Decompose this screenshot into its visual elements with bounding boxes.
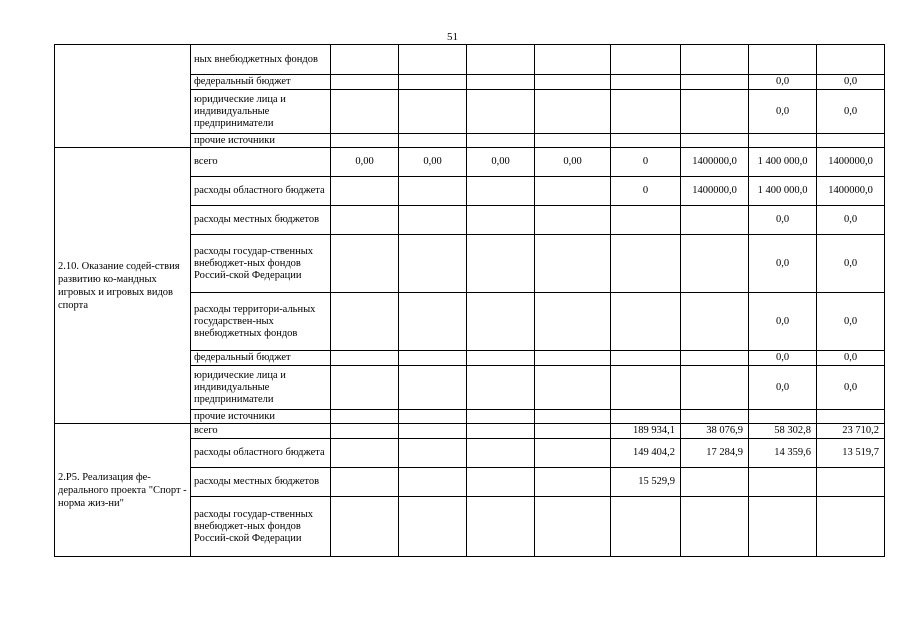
value-cell bbox=[535, 75, 611, 90]
value-cell bbox=[399, 497, 467, 557]
value-cell: 0,0 bbox=[749, 366, 817, 410]
value-cell: 0,0 bbox=[817, 206, 885, 235]
funding-source-cell: федеральный бюджет bbox=[191, 351, 331, 366]
table-row bbox=[55, 424, 885, 439]
funding-source-cell: расходы государ-ственных внебюджет-ных фондов Россий-ской Федерации bbox=[191, 497, 331, 557]
value-cell bbox=[749, 134, 817, 148]
value-cell: 14 359,6 bbox=[749, 439, 817, 468]
value-cell bbox=[535, 424, 611, 439]
funding-source-cell: юридические лица и индивидуальные предприниматели bbox=[191, 90, 331, 134]
value-cell bbox=[331, 75, 399, 90]
value-cell bbox=[399, 75, 467, 90]
value-cell bbox=[611, 206, 681, 235]
funding-source-cell: расходы территори-альных государствен-ных внебюджетных фондов bbox=[191, 293, 331, 351]
value-cell bbox=[399, 90, 467, 134]
value-cell bbox=[399, 177, 467, 206]
value-cell bbox=[467, 75, 535, 90]
value-cell bbox=[331, 293, 399, 351]
funding-source-cell: прочие источники bbox=[191, 410, 331, 424]
value-cell bbox=[611, 351, 681, 366]
value-cell bbox=[331, 497, 399, 557]
value-cell bbox=[681, 293, 749, 351]
value-cell: 0,0 bbox=[749, 351, 817, 366]
value-cell bbox=[467, 351, 535, 366]
value-cell bbox=[399, 366, 467, 410]
value-cell bbox=[611, 366, 681, 410]
value-cell bbox=[681, 366, 749, 410]
value-cell: 0 bbox=[611, 148, 681, 177]
value-cell bbox=[611, 497, 681, 557]
value-cell bbox=[399, 206, 467, 235]
value-cell bbox=[467, 206, 535, 235]
value-cell bbox=[681, 497, 749, 557]
table-row bbox=[55, 148, 885, 177]
table-row bbox=[55, 45, 885, 75]
value-cell bbox=[331, 351, 399, 366]
value-cell bbox=[681, 235, 749, 293]
value-cell bbox=[467, 235, 535, 293]
value-cell bbox=[399, 235, 467, 293]
value-cell bbox=[467, 293, 535, 351]
funding-source-cell: расходы областного бюджета bbox=[191, 177, 331, 206]
value-cell: 0 bbox=[611, 177, 681, 206]
value-cell: 0,0 bbox=[817, 90, 885, 134]
value-cell: 0,0 bbox=[817, 75, 885, 90]
value-cell bbox=[817, 497, 885, 557]
value-cell: 1400000,0 bbox=[681, 148, 749, 177]
value-cell: 1400000,0 bbox=[817, 148, 885, 177]
value-cell bbox=[331, 206, 399, 235]
value-cell: 0,0 bbox=[749, 90, 817, 134]
value-cell: 1400000,0 bbox=[681, 177, 749, 206]
value-cell bbox=[467, 439, 535, 468]
value-cell bbox=[467, 366, 535, 410]
value-cell: 149 404,2 bbox=[611, 439, 681, 468]
value-cell bbox=[331, 45, 399, 75]
value-cell bbox=[331, 134, 399, 148]
value-cell: 0,0 bbox=[749, 206, 817, 235]
value-cell bbox=[749, 410, 817, 424]
value-cell: 0,00 bbox=[467, 148, 535, 177]
value-cell bbox=[535, 410, 611, 424]
value-cell bbox=[611, 75, 681, 90]
value-cell bbox=[681, 134, 749, 148]
funding-source-cell: федеральный бюджет bbox=[191, 75, 331, 90]
value-cell bbox=[399, 424, 467, 439]
value-cell: 0,0 bbox=[749, 75, 817, 90]
value-cell bbox=[467, 90, 535, 134]
value-cell bbox=[467, 134, 535, 148]
value-cell bbox=[611, 45, 681, 75]
value-cell bbox=[611, 293, 681, 351]
value-cell bbox=[467, 424, 535, 439]
value-cell bbox=[749, 468, 817, 497]
value-cell bbox=[749, 497, 817, 557]
page-number: 51 bbox=[447, 31, 458, 43]
value-cell bbox=[817, 45, 885, 75]
funding-source-cell: расходы местных бюджетов bbox=[191, 468, 331, 497]
value-cell: 0,00 bbox=[399, 148, 467, 177]
funding-source-cell: расходы государ-ственных внебюджет-ных фондов Россий-ской Федерации bbox=[191, 235, 331, 293]
value-cell bbox=[467, 468, 535, 497]
value-cell bbox=[331, 235, 399, 293]
value-cell: 23 710,2 bbox=[817, 424, 885, 439]
value-cell: 0,0 bbox=[817, 293, 885, 351]
budget-table bbox=[54, 44, 885, 557]
value-cell: 1 400 000,0 bbox=[749, 177, 817, 206]
value-cell bbox=[535, 206, 611, 235]
value-cell bbox=[399, 439, 467, 468]
value-cell bbox=[535, 439, 611, 468]
value-cell: 0,0 bbox=[817, 366, 885, 410]
value-cell bbox=[399, 468, 467, 497]
value-cell bbox=[681, 75, 749, 90]
value-cell: 0,00 bbox=[331, 148, 399, 177]
value-cell: 0,0 bbox=[817, 351, 885, 366]
value-cell bbox=[467, 177, 535, 206]
value-cell: 38 076,9 bbox=[681, 424, 749, 439]
value-cell bbox=[535, 235, 611, 293]
program-name-cell: 2.10. Оказание содей-ствия развитию ко-мандных игровых и игровых видов спорта bbox=[55, 148, 191, 424]
value-cell bbox=[611, 410, 681, 424]
value-cell bbox=[535, 293, 611, 351]
value-cell bbox=[817, 468, 885, 497]
funding-source-cell: прочие источники bbox=[191, 134, 331, 148]
value-cell: 1400000,0 bbox=[817, 177, 885, 206]
funding-source-cell: ных внебюджетных фондов bbox=[191, 45, 331, 75]
value-cell bbox=[681, 206, 749, 235]
value-cell bbox=[399, 410, 467, 424]
value-cell bbox=[331, 366, 399, 410]
value-cell: 0,0 bbox=[817, 235, 885, 293]
value-cell bbox=[331, 424, 399, 439]
value-cell bbox=[331, 468, 399, 497]
value-cell bbox=[331, 177, 399, 206]
value-cell bbox=[611, 134, 681, 148]
value-cell bbox=[399, 134, 467, 148]
value-cell bbox=[399, 351, 467, 366]
value-cell bbox=[467, 497, 535, 557]
value-cell bbox=[681, 351, 749, 366]
value-cell: 189 934,1 bbox=[611, 424, 681, 439]
value-cell: 15 529,9 bbox=[611, 468, 681, 497]
value-cell bbox=[535, 177, 611, 206]
value-cell bbox=[331, 439, 399, 468]
value-cell bbox=[535, 351, 611, 366]
funding-source-cell: всего bbox=[191, 148, 331, 177]
value-cell: 0,0 bbox=[749, 293, 817, 351]
value-cell bbox=[535, 134, 611, 148]
funding-source-cell: расходы местных бюджетов bbox=[191, 206, 331, 235]
value-cell bbox=[399, 293, 467, 351]
value-cell bbox=[535, 45, 611, 75]
value-cell: 17 284,9 bbox=[681, 439, 749, 468]
value-cell bbox=[681, 468, 749, 497]
value-cell: 58 302,8 bbox=[749, 424, 817, 439]
funding-source-cell: всего bbox=[191, 424, 331, 439]
value-cell bbox=[611, 235, 681, 293]
value-cell bbox=[681, 45, 749, 75]
value-cell bbox=[467, 45, 535, 75]
value-cell bbox=[331, 90, 399, 134]
value-cell bbox=[331, 410, 399, 424]
value-cell: 13 519,7 bbox=[817, 439, 885, 468]
funding-source-cell: расходы областного бюджета bbox=[191, 439, 331, 468]
program-name-cell: 2.Р5. Реализация фе-дерального проекта "Спорт - норма жиз-ни" bbox=[55, 424, 191, 557]
value-cell bbox=[535, 468, 611, 497]
value-cell bbox=[535, 497, 611, 557]
value-cell: 1 400 000,0 bbox=[749, 148, 817, 177]
value-cell bbox=[681, 410, 749, 424]
value-cell bbox=[467, 410, 535, 424]
value-cell bbox=[681, 90, 749, 134]
value-cell bbox=[535, 366, 611, 410]
program-name-cell bbox=[55, 45, 191, 148]
value-cell: 0,00 bbox=[535, 148, 611, 177]
funding-source-cell: юридические лица и индивидуальные предприниматели bbox=[191, 366, 331, 410]
value-cell bbox=[611, 90, 681, 134]
value-cell bbox=[817, 134, 885, 148]
value-cell bbox=[817, 410, 885, 424]
value-cell: 0,0 bbox=[749, 235, 817, 293]
value-cell bbox=[749, 45, 817, 75]
value-cell bbox=[535, 90, 611, 134]
value-cell bbox=[399, 45, 467, 75]
